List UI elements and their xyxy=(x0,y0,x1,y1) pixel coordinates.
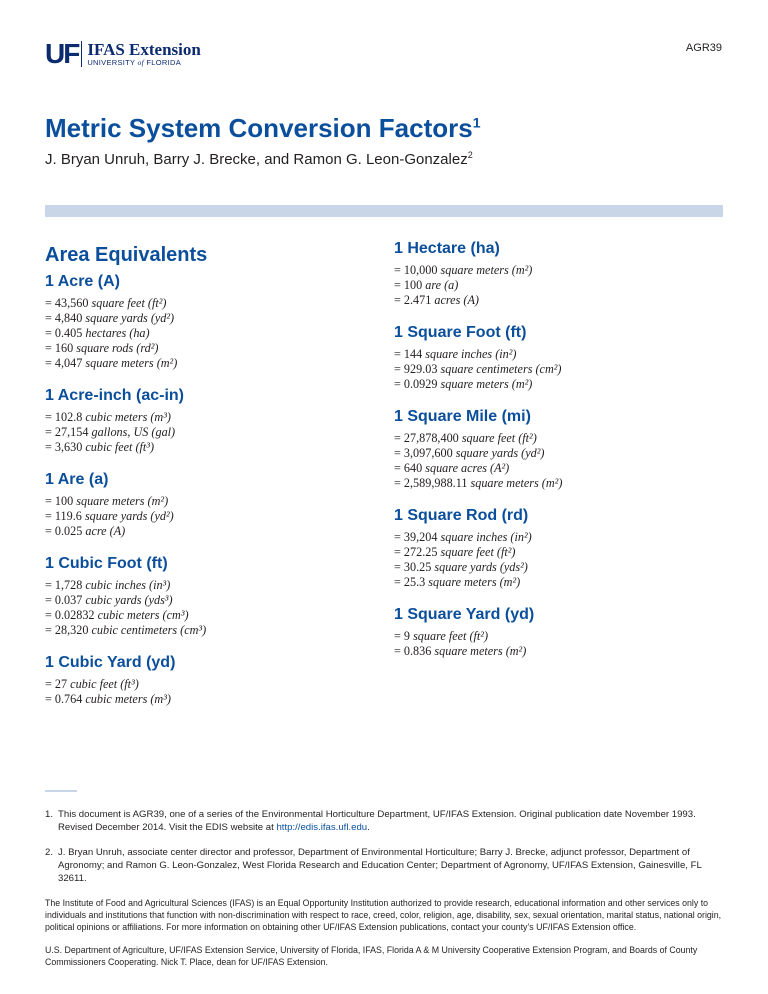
conversion-line xyxy=(45,524,365,539)
conversion-line xyxy=(394,431,724,446)
conversion-unit: square meters (m²) xyxy=(428,575,521,589)
conversion-unit: square yards (yds²) xyxy=(434,560,528,574)
footnote-2 xyxy=(45,846,725,885)
equal-opportunity-statement: The Institute of Food and Agricultural Sciences (IFAS) is an Equal Opportunity Institution authorized to provide research, educational information and other services only to individuals and institutions that function with non-discrimination with respect to race, creed, color, religion, age, disability, sex, sexual orientation, marital status, national origin, political opinions or affiliations. For more information on obtaining other UF/IFAS Extension publications, contact your county’s UF/IFAS Extension office. xyxy=(45,898,722,932)
conversion-line xyxy=(45,425,365,440)
conversion-value: = 272.25 xyxy=(394,545,441,559)
unit-title: 1 Acre-inch (ac-in) xyxy=(45,387,184,404)
unit-block xyxy=(394,606,724,659)
conversion-line xyxy=(45,593,365,608)
conversion-unit: cubic feet (ft³) xyxy=(85,440,155,454)
conversion-line xyxy=(45,494,365,509)
conversion-line xyxy=(45,578,365,593)
logo-text xyxy=(87,41,201,67)
conversion-line xyxy=(394,560,724,575)
conversion-unit: square acres (A²) xyxy=(425,461,510,475)
conversion-value: = 100 xyxy=(45,494,77,508)
conversion-line xyxy=(394,461,724,476)
footnote-number: 2. xyxy=(45,847,54,858)
conversion-value: = 0.025 xyxy=(45,524,86,538)
conversion-line xyxy=(45,326,365,341)
footnote-1 xyxy=(45,808,725,834)
logo-sub-of: of xyxy=(137,58,145,67)
conversion-unit: acres (A) xyxy=(434,293,479,307)
conversion-value: = 28,320 xyxy=(45,623,92,637)
conversion-line xyxy=(45,311,365,326)
conversion-value: = 929.03 xyxy=(394,362,441,376)
conversion-unit: square meters (m²) xyxy=(440,263,533,277)
conversion-value: = 119.6 xyxy=(45,509,85,523)
left-column xyxy=(45,240,365,723)
conversion-value: = 4,840 xyxy=(45,311,86,325)
conversion-value: = 9 xyxy=(394,629,414,643)
conversion-line xyxy=(45,296,365,311)
header xyxy=(45,40,201,70)
conversion-unit: hectares (ha) xyxy=(85,326,150,340)
conversion-unit: square meters (m²) xyxy=(85,356,178,370)
unit-title: 1 Square Foot (ft) xyxy=(394,324,527,341)
unit-title: 1 Square Rod (rd) xyxy=(394,507,529,524)
conversion-unit: square feet (ft²) xyxy=(461,431,537,445)
conversion-unit: cubic meters (m³) xyxy=(85,410,171,424)
conversion-value: = 0.764 xyxy=(45,692,86,706)
conversion-line xyxy=(394,446,724,461)
unit-block xyxy=(394,408,724,491)
section-title: Area Equivalents xyxy=(45,244,208,266)
conversion-line xyxy=(394,293,724,308)
logo-sub-post: FLORIDA xyxy=(144,58,182,67)
conversion-unit: gallons, US (gal) xyxy=(91,425,176,439)
conversion-line xyxy=(45,410,365,425)
conversion-unit: acre (A) xyxy=(85,524,126,538)
footnote-2-text: J. Bryan Unruh, associate center director and professor, Department of Environmental Horticulture; Barry J. Brecke, adjunct professor, Department of Agronomy; and Ramon G. Leon-Gonzalez, West Florida Research and Education Center; Department of Agronomy, UF/IFAS Extension, Gainesville, FL 32611. xyxy=(58,847,702,884)
conversion-line xyxy=(394,377,724,392)
logo-sub-pre: UNIVERSITY xyxy=(87,58,138,67)
conversion-value: = 640 xyxy=(394,461,426,475)
unit-block xyxy=(394,240,724,308)
unit-block xyxy=(45,555,365,638)
logo-divider xyxy=(81,41,82,67)
conversion-value: = 10,000 xyxy=(394,263,441,277)
uf-logo-mark: UF xyxy=(45,38,79,69)
header-banner xyxy=(45,205,723,217)
conversion-unit: square feet (ft²) xyxy=(413,629,489,643)
unit-title: 1 Cubic Yard (yd) xyxy=(45,654,176,671)
right-column xyxy=(394,240,724,675)
conversion-line xyxy=(394,629,724,644)
unit-block xyxy=(394,507,724,590)
unit-title: 1 Acre (A) xyxy=(45,273,120,290)
footnote-1-text: This document is AGR39, one of a series of the Environmental Horticulture Department, UF/IFAS Extension. Original publication date November 1993. Revised December 2014. Visit the EDIS website at xyxy=(58,809,696,833)
conversion-line xyxy=(45,623,365,638)
conversion-value: = 43,560 xyxy=(45,296,92,310)
conversion-unit: cubic inches (in³) xyxy=(85,578,171,592)
ifas-extension-logo[interactable] xyxy=(45,40,201,68)
unit-block xyxy=(45,387,365,455)
footnotes xyxy=(45,808,725,979)
conversion-line xyxy=(394,530,724,545)
unit-block xyxy=(45,654,365,707)
conversion-value: = 2,589,988.11 xyxy=(394,476,471,490)
conversion-line xyxy=(394,263,724,278)
conversion-value: = 39,204 xyxy=(394,530,441,544)
conversion-line xyxy=(394,575,724,590)
conversion-value: = 0.037 xyxy=(45,593,86,607)
conversion-unit: cubic yards (yds³) xyxy=(85,593,173,607)
unit-title: 1 Are (a) xyxy=(45,471,109,488)
conversion-value: = 30.25 xyxy=(394,560,435,574)
conversion-value: = 27,154 xyxy=(45,425,92,439)
conversion-unit: cubic feet (ft³) xyxy=(70,677,139,691)
conversion-line xyxy=(394,476,724,491)
unit-block xyxy=(394,324,724,392)
logo-subtitle xyxy=(87,58,201,67)
conversion-unit: cubic centimeters (cm³) xyxy=(91,623,207,637)
conversion-value: = 0.02832 xyxy=(45,608,98,622)
footnote-number: 1. xyxy=(45,809,54,820)
conversion-value: = 3,630 xyxy=(45,440,86,454)
footnote-text xyxy=(58,808,725,834)
conversion-value: = 102.8 xyxy=(45,410,86,424)
conversion-line xyxy=(45,356,365,371)
conversion-value: = 4,047 xyxy=(45,356,86,370)
conversion-value: = 25.3 xyxy=(394,575,429,589)
conversion-value: = 0.405 xyxy=(45,326,86,340)
unit-block xyxy=(45,273,365,371)
unit-title: 1 Square Mile (mi) xyxy=(394,408,531,425)
title-text: Metric System Conversion Factors xyxy=(45,113,473,143)
conversion-unit: square yards (yd²) xyxy=(85,311,175,325)
conversion-line xyxy=(45,509,365,524)
conversion-unit: square meters (m²) xyxy=(470,476,563,490)
conversion-line xyxy=(394,644,724,659)
edis-link[interactable]: http://edis.ifas.ufl.edu xyxy=(276,822,368,833)
conversion-line xyxy=(45,440,365,455)
unit-title: 1 Cubic Foot (ft) xyxy=(45,555,168,572)
conversion-value: = 100 xyxy=(394,278,426,292)
conversion-unit: square inches (in²) xyxy=(440,530,532,544)
conversion-line xyxy=(394,278,724,293)
footnote-divider xyxy=(45,790,77,792)
unit-title: 1 Square Yard (yd) xyxy=(394,606,535,623)
conversion-unit: square inches (in²) xyxy=(425,347,517,361)
conversion-unit: square rods (rd²) xyxy=(76,341,159,355)
left-unit-list xyxy=(45,273,365,707)
authors-footnote-ref[interactable]: 2 xyxy=(467,150,473,160)
conversion-line xyxy=(45,608,365,623)
conversion-value: = 144 xyxy=(394,347,426,361)
conversion-unit: cubic meters (cm³) xyxy=(97,608,189,622)
conversion-line xyxy=(45,341,365,356)
conversion-value: = 160 xyxy=(45,341,77,355)
title-footnote-ref[interactable]: 1 xyxy=(472,114,481,131)
footnote-1-end: . xyxy=(367,822,370,833)
conversion-unit: square meters (m²) xyxy=(76,494,169,508)
unit-block xyxy=(45,471,365,539)
usda-statement: U.S. Department of Agriculture, UF/IFAS Extension Service, University of Florida, IFAS, Florida A & M University Cooperative Extension Program, and Boards of County Commissioners Cooperating. Nick T. Place, dean for UF/IFAS Extension. xyxy=(45,945,698,967)
document-id: AGR39 xyxy=(685,42,722,54)
authors-text: J. Bryan Unruh, Barry J. Brecke, and Ramon G. Leon-Gonzalez xyxy=(45,151,468,168)
conversion-unit: square yards (yd²) xyxy=(84,509,174,523)
conversion-unit: square meters (m²) xyxy=(434,644,527,658)
conversion-value: = 1,728 xyxy=(45,578,86,592)
conversion-value: = 0.0929 xyxy=(394,377,441,391)
conversion-line xyxy=(394,362,724,377)
conversion-line xyxy=(45,692,365,707)
conversion-value: = 3,097,600 xyxy=(394,446,456,460)
conversion-value: = 27 xyxy=(45,677,71,691)
conversion-line xyxy=(394,347,724,362)
conversion-unit: square meters (m²) xyxy=(440,377,533,391)
conversion-value: = 27,878,400 xyxy=(394,431,462,445)
conversion-unit: square yards (yd²) xyxy=(455,446,545,460)
conversion-unit: square feet (ft²) xyxy=(91,296,167,310)
right-unit-list xyxy=(394,240,724,659)
conversion-unit: cubic meters (m³) xyxy=(85,692,171,706)
logo-title: IFAS Extension xyxy=(87,40,201,59)
conversion-unit: are (a) xyxy=(425,278,459,292)
authors xyxy=(45,150,473,168)
conversion-line xyxy=(45,677,365,692)
conversion-value: = 0.836 xyxy=(394,644,435,658)
page-title xyxy=(45,113,481,144)
conversion-unit: square centimeters (cm²) xyxy=(440,362,562,376)
conversion-value: = 2.471 xyxy=(394,293,435,307)
unit-title: 1 Hectare (ha) xyxy=(394,240,500,257)
conversion-unit: square feet (ft²) xyxy=(440,545,516,559)
conversion-line xyxy=(394,545,724,560)
